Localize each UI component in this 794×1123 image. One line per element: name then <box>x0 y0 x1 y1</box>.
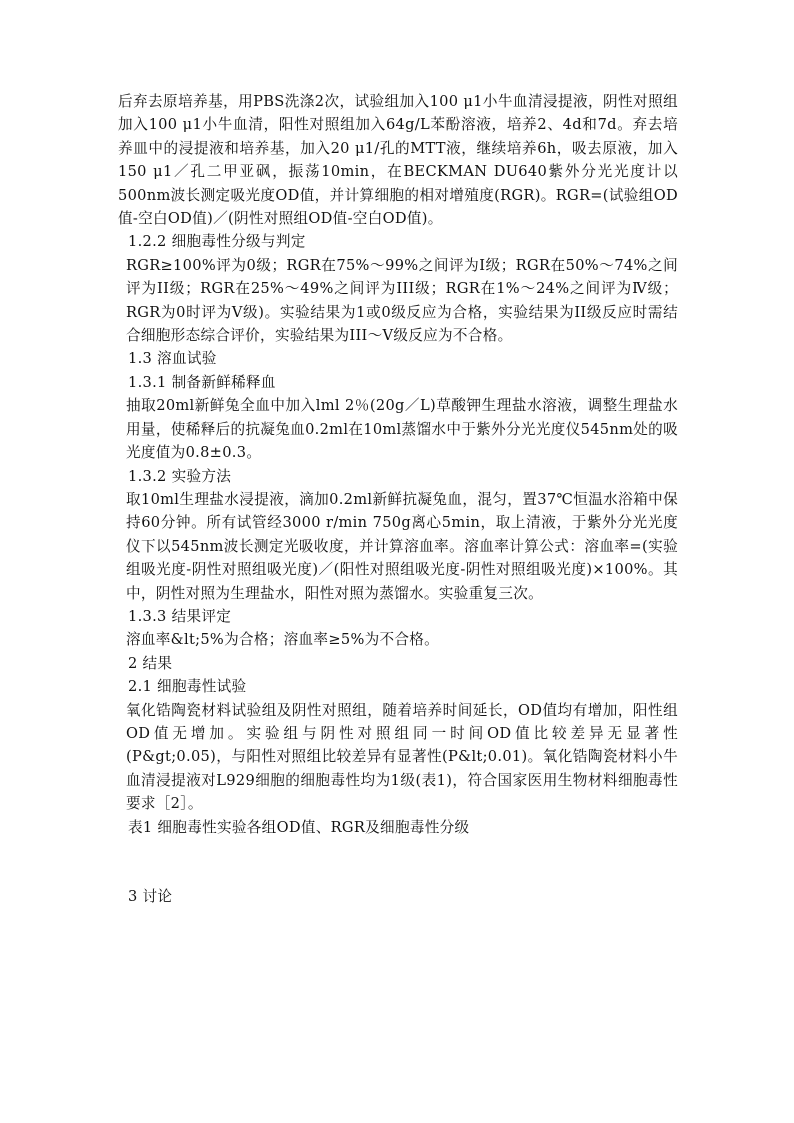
paragraph-1-3-3: 溶血率&lt;5%为合格；溶血率≥5%为不合格。 <box>126 631 440 649</box>
table-placeholder-space <box>118 839 678 885</box>
document-body <box>118 90 678 908</box>
heading-1-2-2: 1.2.2 细胞毒性分级与判定 <box>128 233 306 251</box>
heading-2: 2 结果 <box>128 654 173 672</box>
heading-1-3-2: 1.3.2 实验方法 <box>128 467 232 485</box>
paragraph-1-3-1: 抽取20ml新鲜兔全血中加入lml 2％(20g／L)草酸钾生理盐水溶液，调整生理盐水用量，使稀释后的抗凝兔血0.2ml在10ml蒸馏水中于紫外分光光度仪545nm处的吸光度值为0.8±0.3。 <box>126 397 678 462</box>
paragraph-2-1: 氧化锆陶瓷材料试验组及阴性对照组，随着培养时间延长，OD值均有增加，阳性组OD值无增加。实验组与阴性对照组同一时间OD值比较差异无显著性(P&gt;0.05)，与阳性对照组比较差异有显著性(P&lt;0.01)。氧化锆陶瓷材料小牛血清浸提液对L929细胞的细胞毒性均为1级(表1)，符合国家医用生物材料细胞毒性要求［2］。 <box>126 701 678 813</box>
heading-3: 3 讨论 <box>128 888 173 905</box>
paragraph-1-2-2: RGR≥100%评为0级；RGR在75%～99%之间评为I级；RGR在50%～74%之间评为II级；RGR在25%～49%之间评为III级；RGR在1%～24%之间评为Ⅳ级；RGR为0时评为V级)。实验结果为1或0级反应为合格，实验结果为II级反应时需结合细胞形态综合评价，实验结果为III～V级反应为不合格。 <box>126 256 678 345</box>
heading-1-3-3: 1.3.3 结果评定 <box>128 607 232 625</box>
table-1-caption: 表1 细胞毒性实验各组OD值、RGR及细胞毒性分级 <box>128 818 470 836</box>
paragraph-cell-culture: 后弃去原培养基，用PBS洗涤2次，试验组加入100 μ1小牛血清浸提液，阴性对照组加入100 μ1小牛血清，阳性对照组加入64g/L苯酚溶液，培养2、4d和7d。弃去培养皿中的浸提液和培养基，加入20 μ1/孔的MTT液，继续培养6h，吸去原液，加入150 μ1／孔二甲亚砜，振荡10min，在BECKMAN DU640紫外分光光度计以500nm波长测定吸光度OD值，并计算细胞的相对增殖度(RGR)。RGR=(试验组OD值-空白OD值)／(阴性对照组OD值-空白OD值)。 <box>118 93 678 228</box>
heading-1-3-1: 1.3.1 制备新鲜稀释血 <box>128 373 276 391</box>
heading-1-3: 1.3 溶血试验 <box>128 350 217 368</box>
paragraph-1-3-2: 取10ml生理盐水浸提液，滴加0.2ml新鲜抗凝兔血，混匀，置37℃恒温水浴箱中保持60分钟。所有试管经3000 r/min 750g离心5min，取上清液，于紫外分光光度仪下以545nm波长测定光吸收度，并计算溶血率。溶血率计算公式：溶血率=(实验组吸光度-阴性对照组吸光度)／(阳性对照组吸光度-阴性对照组吸光度)×100%。其中，阴性对照为生理盐水，阳性对照为蒸馏水。实验重复三次。 <box>126 490 678 602</box>
heading-2-1: 2.1 细胞毒性试验 <box>128 678 247 696</box>
